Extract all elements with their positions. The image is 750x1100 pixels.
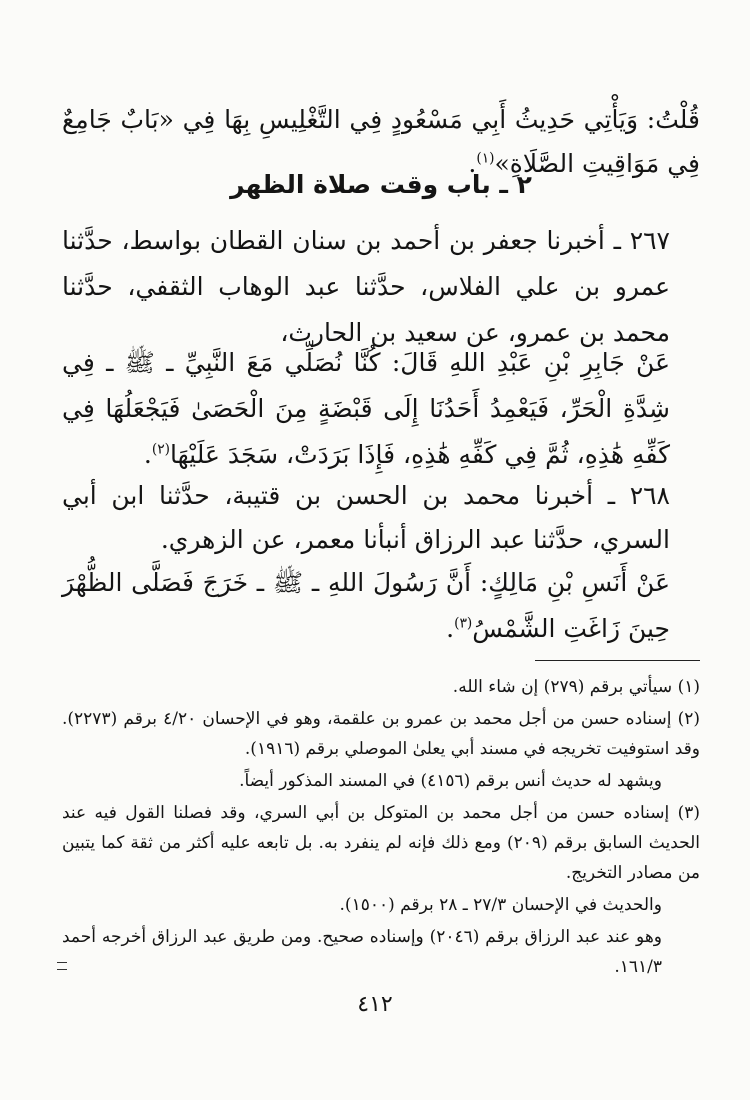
hadith-268-isnad: ٢٦٨ ـ أخبرنا محمد بن الحسن بن قتيبة، حدَّثنا ابن أبي السري، حدَّثنا عبد الرزاق أنبأنا معمر، عن الزهري. [62, 481, 670, 554]
hadith-267-text: عَنْ جَابِرِ بْنِ عَبْدِ اللهِ قَالَ: كُنَّا نُصَلِّي مَعَ النَّبِيِّ ـ ﷺ ـ فِي شِدَّةِ الْحَرِّ، فَيَعْمِدُ أَحَدُنَا إِلَى قَبْضَةٍ مِنَ الْحَصَىٰ فَيَجْعَلُهَا فِي كَفِّهِ هَٰذِهِ، ثُمَّ فِي كَفِّهِ هَٰذِهِ، فَإِذَا بَرَدَتْ، سَجَدَ عَلَيْهَا [62, 348, 670, 469]
footnote-3-continuation-1: والحديث في الإحسان ٢٧/٣ ـ ٢٨ برقم (١٥٠٠). [339, 895, 662, 915]
footnote-1: (١) سيأتي برقم (٢٧٩) إن شاء الله. [452, 677, 700, 697]
footnote-ref-2: (٢) [151, 441, 171, 458]
footnote-3-continuation-2: وهو عند عبد الرزاق برقم (٢٠٤٦) وإسناده صحيح. ومن طريق عبد الرزاق أخرجه أحمد ١٦١/٣. [62, 927, 662, 977]
footnote-ref-3: (٣) [454, 615, 473, 632]
footnote-2-continuation: ويشهد له حديث أنس برقم (٤١٥٦) في المسند المذكور أيضاً. [239, 771, 662, 791]
opening-note: قُلْتُ: وَيَأْتِي حَدِيثُ أَبِي مَسْعُودٍ فِي التَّغْلِيسِ بِهَا فِي «بَابٌ جَامِعٌ فِي مَوَاقِيتِ الصَّلَاةِ»$^{(١)}$. [62, 105, 700, 178]
hadith-268-text: عَنْ أَنَسِ بْنِ مَالِكٍ: أَنَّ رَسُولَ اللهِ ـ ﷺ ـ خَرَجَ فَصَلَّى الظُّهْرَ حِينَ زَاغَتِ الشَّمْسُ [62, 568, 670, 643]
opening-text: قُلْتُ: وَيَأْتِي حَدِيثُ أَبِي مَسْعُودٍ فِي التَّغْلِيسِ بِهَا فِي «بَابٌ جَامِعٌ فِي مَوَاقِيتِ الصَّلَاةِ» [62, 105, 700, 178]
footnote-3: (٣) إسناده حسن من أجل محمد بن المتوكل بن أبي السري، وقد فصلنا القول فيه عند الحديث السابق برقم (٢٠٩) ومع ذلك فإنه لم ينفرد به. بل تابعه عليه أكثر من ثقة كما يتبين من مصادر التخريج. [62, 803, 700, 883]
hadith-267-isnad: ٢٦٧ ـ أخبرنا جعفر بن أحمد بن سنان القطان بواسط، حدَّثنا عمرو بن علي الفلاس، حدَّثنا عبد الوهاب الثقفي، حدَّثنا محمد بن عمرو، عن سعيد بن الحارث، [62, 226, 670, 347]
page-number: ٤١٢ [357, 992, 393, 1017]
margin-mark [57, 962, 67, 970]
chapter-heading: ٢ ـ باب وقت صلاة الظهر [230, 170, 532, 199]
footnote-ref-1: (١) [476, 150, 495, 167]
footnote-divider [535, 660, 700, 661]
footnote-2: (٢) إسناده حسن من أجل محمد بن عمرو بن علقمة، وهو في الإحسان ٤/٢٠ برقم (٢٢٧٣). وقد استوفيت تخريجه في مسند أبي يعلىٰ الموصلي برقم (١٩١٦). [62, 709, 701, 759]
hadith-268-matn: عَنْ أَنَسِ بْنِ مَالِكٍ: أَنَّ رَسُولَ اللهِ ـ ﷺ ـ خَرَجَ فَصَلَّى الظُّهْرَ حِينَ زَاغَتِ الشَّمْسُ$^{(٣)}$. [62, 568, 670, 643]
hadith-267-matn: عَنْ جَابِرِ بْنِ عَبْدِ اللهِ قَالَ: كُنَّا نُصَلِّي مَعَ النَّبِيِّ ـ ﷺ ـ فِي شِدَّةِ الْحَرِّ، فَيَعْمِدُ أَحَدُنَا إِلَى قَبْضَةٍ مِنَ الْحَصَىٰ فَيَجْعَلُهَا فِي كَفِّهِ هَٰذِهِ، ثُمَّ فِي كَفِّهِ هَٰذِهِ، فَإِذَا بَرَدَتْ، سَجَدَ عَلَيْهَا$^{(٢)}$. [62, 348, 670, 469]
